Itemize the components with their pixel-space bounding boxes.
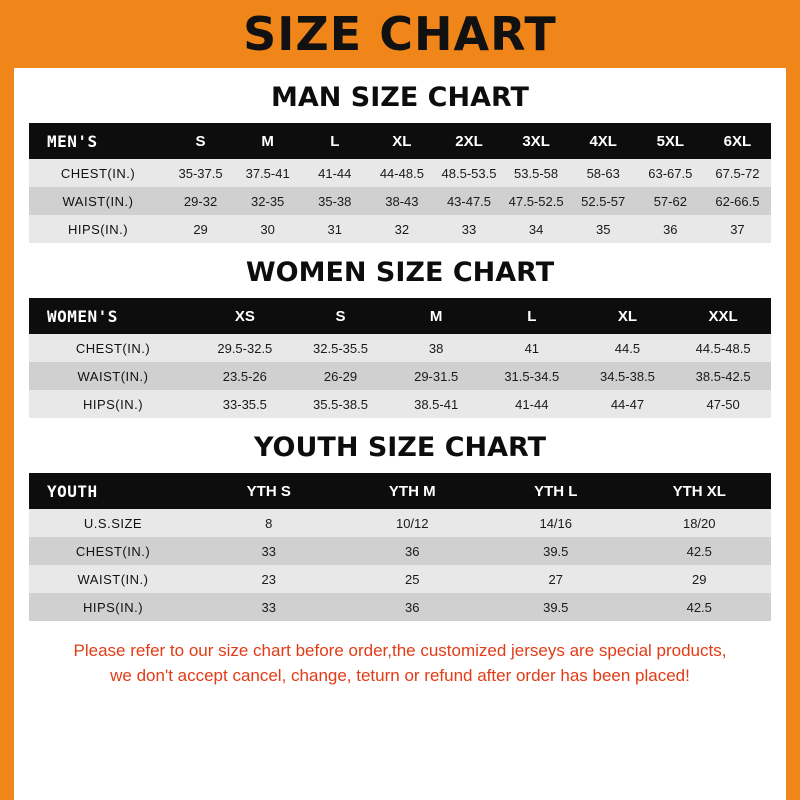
row-header: HIPS(IN.) bbox=[29, 390, 197, 418]
table-cell: 37 bbox=[704, 215, 771, 243]
column-header: XXL bbox=[675, 298, 771, 334]
column-header: S bbox=[167, 123, 234, 159]
table-cell: 41-44 bbox=[484, 390, 580, 418]
row-header: WAIST(IN.) bbox=[29, 187, 167, 215]
column-header: YTH L bbox=[484, 473, 628, 509]
table-cell: 67.5-72 bbox=[704, 159, 771, 187]
table-cell: 33 bbox=[197, 537, 341, 565]
row-header: U.S.SIZE bbox=[29, 509, 197, 537]
column-header: MEN'S bbox=[29, 123, 167, 159]
column-header: YTH S bbox=[197, 473, 341, 509]
table-cell: 47.5-52.5 bbox=[503, 187, 570, 215]
column-header: L bbox=[484, 298, 580, 334]
table-row bbox=[29, 187, 771, 215]
header-band bbox=[0, 0, 800, 68]
table-row bbox=[29, 565, 771, 593]
column-header: WOMEN'S bbox=[29, 298, 197, 334]
column-header: M bbox=[388, 298, 484, 334]
table-row bbox=[29, 159, 771, 187]
table-cell: 39.5 bbox=[484, 593, 628, 621]
table-cell: 32-35 bbox=[234, 187, 301, 215]
table-header-row bbox=[29, 298, 771, 334]
table-cell: 35-37.5 bbox=[167, 159, 234, 187]
footer-note bbox=[38, 639, 762, 688]
table-cell: 44-48.5 bbox=[368, 159, 435, 187]
table-cell: 42.5 bbox=[628, 537, 772, 565]
page-title: SIZE CHART bbox=[243, 7, 557, 61]
table-cell: 26-29 bbox=[293, 362, 389, 390]
table-cell: 36 bbox=[341, 537, 485, 565]
row-header: HIPS(IN.) bbox=[29, 215, 167, 243]
table-cell: 29.5-32.5 bbox=[197, 334, 293, 362]
column-header: YTH XL bbox=[628, 473, 772, 509]
row-header: CHEST(IN.) bbox=[29, 537, 197, 565]
table-cell: 38.5-42.5 bbox=[675, 362, 771, 390]
table-cell: 62-66.5 bbox=[704, 187, 771, 215]
section-women bbox=[14, 257, 786, 418]
column-header: 6XL bbox=[704, 123, 771, 159]
table-cell: 31.5-34.5 bbox=[484, 362, 580, 390]
table-header-row bbox=[29, 473, 771, 509]
table-cell: 63-67.5 bbox=[637, 159, 704, 187]
footer-line-2: we don't accept cancel, change, teturn or refund after order has been placed! bbox=[110, 665, 690, 685]
table-cell: 38-43 bbox=[368, 187, 435, 215]
table-cell: 8 bbox=[197, 509, 341, 537]
table-cell: 36 bbox=[341, 593, 485, 621]
table-cell: 33-35.5 bbox=[197, 390, 293, 418]
section-title-women: WOMEN SIZE CHART bbox=[245, 257, 555, 288]
table-cell: 43-47.5 bbox=[435, 187, 502, 215]
table-row bbox=[29, 215, 771, 243]
row-header: CHEST(IN.) bbox=[29, 334, 197, 362]
column-header: YOUTH bbox=[29, 473, 197, 509]
row-header: CHEST(IN.) bbox=[29, 159, 167, 187]
table-cell: 23 bbox=[197, 565, 341, 593]
table-cell: 44.5 bbox=[580, 334, 676, 362]
table-cell: 36 bbox=[637, 215, 704, 243]
row-header: WAIST(IN.) bbox=[29, 362, 197, 390]
column-header: XS bbox=[197, 298, 293, 334]
table-cell: 33 bbox=[435, 215, 502, 243]
column-header: XL bbox=[368, 123, 435, 159]
table-cell: 39.5 bbox=[484, 537, 628, 565]
table-cell: 23.5-26 bbox=[197, 362, 293, 390]
table-cell: 33 bbox=[197, 593, 341, 621]
table-cell: 38 bbox=[388, 334, 484, 362]
column-header: 5XL bbox=[637, 123, 704, 159]
table-row bbox=[29, 593, 771, 621]
table-cell: 44-47 bbox=[580, 390, 676, 418]
section-man bbox=[14, 82, 786, 243]
table-cell: 58-63 bbox=[570, 159, 637, 187]
table-cell: 41-44 bbox=[301, 159, 368, 187]
table-cell: 10/12 bbox=[341, 509, 485, 537]
table-cell: 30 bbox=[234, 215, 301, 243]
table-cell: 47-50 bbox=[675, 390, 771, 418]
table-row bbox=[29, 509, 771, 537]
column-header: 4XL bbox=[570, 123, 637, 159]
section-title-man: MAN SIZE CHART bbox=[271, 82, 529, 113]
table-cell: 14/16 bbox=[484, 509, 628, 537]
column-header: S bbox=[293, 298, 389, 334]
column-header: XL bbox=[580, 298, 676, 334]
table-cell: 29-32 bbox=[167, 187, 234, 215]
table-cell: 37.5-41 bbox=[234, 159, 301, 187]
table-cell: 27 bbox=[484, 565, 628, 593]
table-cell: 34.5-38.5 bbox=[580, 362, 676, 390]
table-cell: 52.5-57 bbox=[570, 187, 637, 215]
column-header: 2XL bbox=[435, 123, 502, 159]
table-cell: 35 bbox=[570, 215, 637, 243]
section-title-youth: YOUTH SIZE CHART bbox=[253, 432, 547, 463]
table-cell: 32.5-35.5 bbox=[293, 334, 389, 362]
man-size-table bbox=[29, 123, 771, 243]
table-row bbox=[29, 537, 771, 565]
women-size-table bbox=[29, 298, 771, 418]
youth-size-table bbox=[29, 473, 771, 621]
column-header: M bbox=[234, 123, 301, 159]
table-cell: 29 bbox=[628, 565, 772, 593]
column-header: YTH M bbox=[341, 473, 485, 509]
table-cell: 29 bbox=[167, 215, 234, 243]
table-cell: 25 bbox=[341, 565, 485, 593]
table-cell: 18/20 bbox=[628, 509, 772, 537]
table-cell: 31 bbox=[301, 215, 368, 243]
table-cell: 53.5-58 bbox=[503, 159, 570, 187]
table-cell: 35-38 bbox=[301, 187, 368, 215]
table-cell: 41 bbox=[484, 334, 580, 362]
table-cell: 32 bbox=[368, 215, 435, 243]
footer-line-1: Please refer to our size chart before order,the customized jerseys are special products, bbox=[73, 641, 727, 660]
table-row bbox=[29, 334, 771, 362]
section-youth bbox=[14, 432, 786, 621]
table-cell: 34 bbox=[503, 215, 570, 243]
table-cell: 44.5-48.5 bbox=[675, 334, 771, 362]
table-header-row bbox=[29, 123, 771, 159]
table-row bbox=[29, 390, 771, 418]
table-cell: 42.5 bbox=[628, 593, 772, 621]
column-header: 3XL bbox=[503, 123, 570, 159]
table-cell: 35.5-38.5 bbox=[293, 390, 389, 418]
table-row bbox=[29, 362, 771, 390]
table-cell: 48.5-53.5 bbox=[435, 159, 502, 187]
row-header: WAIST(IN.) bbox=[29, 565, 197, 593]
table-cell: 29-31.5 bbox=[388, 362, 484, 390]
table-cell: 57-62 bbox=[637, 187, 704, 215]
column-header: L bbox=[301, 123, 368, 159]
table-cell: 38.5-41 bbox=[388, 390, 484, 418]
row-header: HIPS(IN.) bbox=[29, 593, 197, 621]
